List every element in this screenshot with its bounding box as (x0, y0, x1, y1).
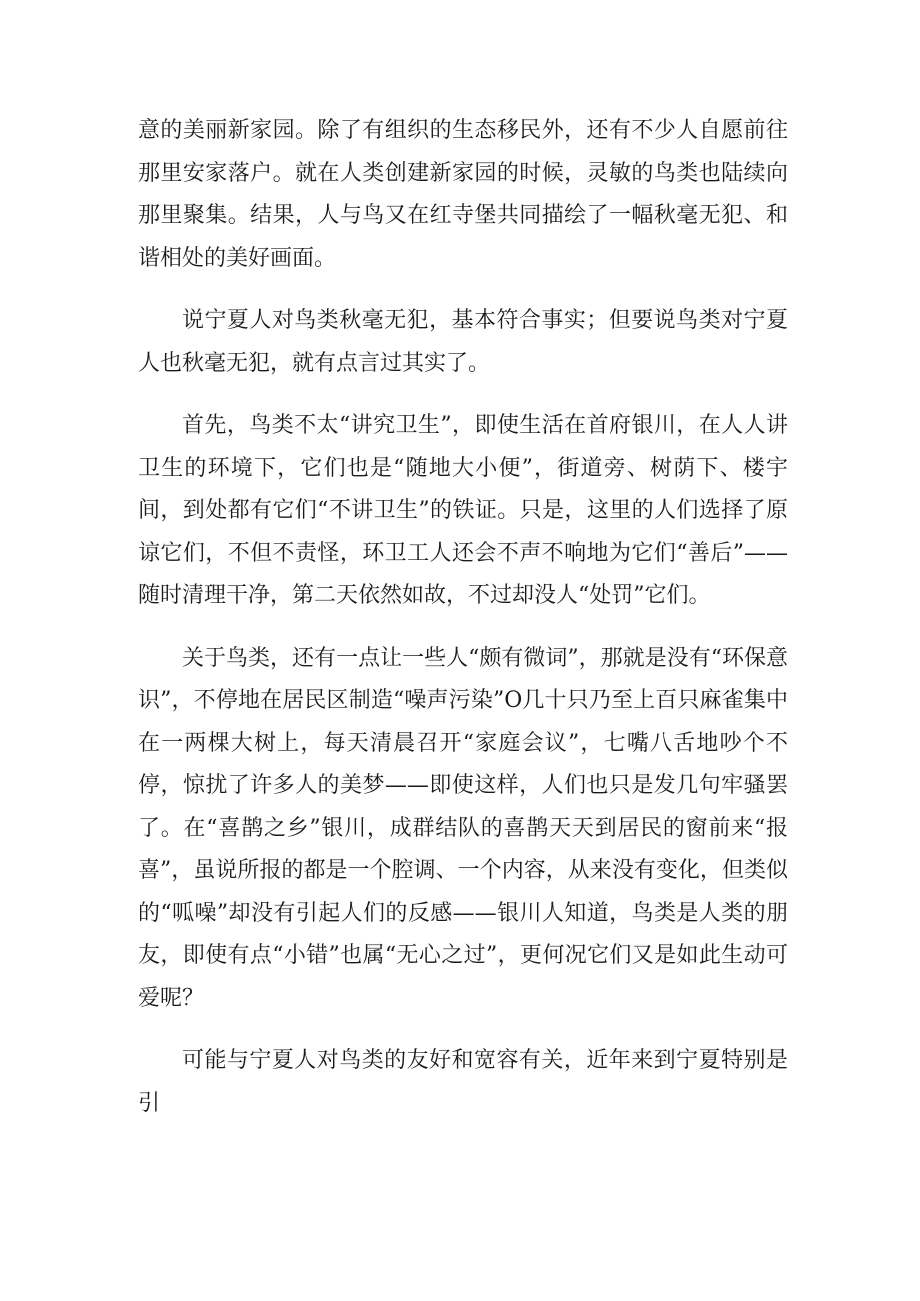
paragraph-4: 关于鸟类，还有一点让一些人“颇有微词”，那就是没有“环保意识”，不停地在居民区制造“噪声污染”O几十只乃至上百只麻雀集中在一两棵大树上，每天清晨召开“家庭会议”，七嘴八舌地吵个不停，惊扰了许多人的美梦——即使这样，人们也只是发几句牢骚罢了。在“喜鹊之乡”银川，成群结队的喜鹊天天到居民的窗前来“报喜”，虽说所报的都是一个腔调、一个内容，从来没有变化，但类似的“呱噪”却没有引起人们的反感——银川人知道，鸟类是人类的朋友，即使有点“小错”也属“无心之过”，更何况它们又是如此生动可爱呢？ (138, 645, 788, 1011)
paragraph-1: 意的美丽新家园。除了有组织的生态移民外，还有不少人自愿前往那里安家落户。就在人类创建新家园的时候，灵敏的鸟类也陆续向那里聚集。结果，人与鸟又在红寺堡共同描绘了一幅秋毫无犯、和谐相处的美好画面。 (138, 118, 788, 271)
paragraph-3: 首先，鸟类不太“讲究卫生”，即使生活在首府银川，在人人讲卫生的环境下，它们也是“随地大小便”，街道旁、树荫下、楼宇间，到处都有它们“不讲卫生”的铁证。只是，这里的人们选择了原谅它们，不但不责怪，环卫工人还会不声不响地为它们“善后”——随时清理干净，第二天依然如故，不过却没人“处罚”它们。 (138, 413, 788, 608)
paragraph-5: 可能与宁夏人对鸟类的友好和宽容有关，近年来到宁夏特别是引 (138, 1048, 788, 1116)
document-page (138, 110, 788, 1145)
paragraph-2: 说宁夏人对鸟类秋毫无犯，基本符合事实；但要说鸟类对宁夏人也秋毫无犯，就有点言过其实了。 (138, 308, 788, 376)
